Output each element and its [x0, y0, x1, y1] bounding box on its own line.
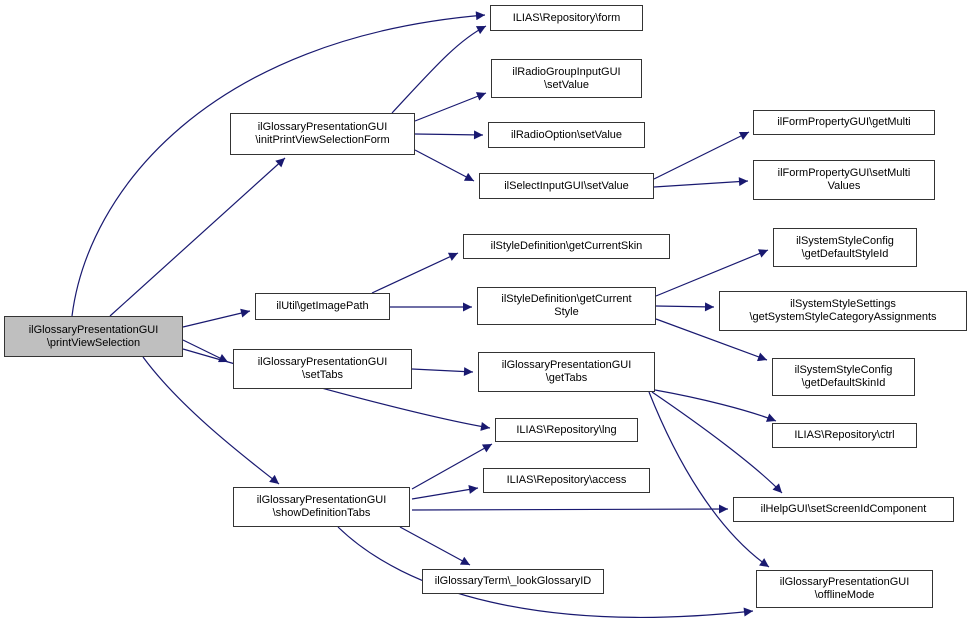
edge-initPrintViewSelectionForm-to-repoForm — [392, 26, 486, 113]
edge-initPrintViewSelectionForm-to-radioOptionSetValue — [415, 134, 483, 135]
node-label-line: ILIAS\Repository\form — [512, 11, 621, 24]
node-repoAccess[interactable] — [483, 468, 650, 493]
node-label-line: \offlineMode — [814, 589, 875, 601]
node-radioOptionSetValue[interactable] — [488, 122, 645, 148]
node-label-line: ilGlossaryPresentationGUI — [257, 356, 388, 368]
edge-selectInputSetValue-to-setMultiValues — [654, 181, 748, 187]
edge-getTabs-to-repoCtrl — [655, 390, 776, 421]
node-label-line: ilStyleDefinition\getCurrentSkin — [490, 240, 643, 252]
node-selectInputSetValue[interactable] — [479, 173, 654, 199]
node-getDefaultSkinId[interactable] — [772, 358, 915, 396]
node-label-line: \printViewSelection — [46, 336, 141, 349]
node-radioGroupSetValue[interactable] — [491, 59, 642, 98]
node-label-line: ilFormPropertyGUI\setMulti — [777, 167, 911, 179]
node-label-line: \getTabs — [545, 372, 588, 384]
node-getTabs[interactable] — [478, 352, 655, 392]
node-label-line: ilSelectInputGUI\setValue — [504, 179, 629, 192]
node-printViewSelection[interactable] — [4, 316, 183, 357]
node-label-line: ilGlossaryPresentationGUI — [501, 359, 632, 371]
node-getDefaultStyleId[interactable] — [773, 228, 917, 267]
node-label-line: ilGlossaryTerm\_lookGlossaryID — [434, 575, 592, 587]
node-label-line: ilSystemStyleConfig — [794, 364, 893, 376]
edge-initPrintViewSelectionForm-to-selectInputSetValue — [415, 150, 474, 181]
node-label-line: \getSystemStyleCategoryAssignments — [749, 311, 937, 323]
node-setScreenIdComponent[interactable] — [733, 497, 954, 522]
node-label-line: ilSystemStyleSettings — [790, 298, 896, 310]
node-label-line: ilGlossaryPresentationGUI — [779, 576, 910, 588]
edge-showDefinitionTabs-to-setScreenIdComponent — [412, 509, 728, 510]
node-label-line: ilStyleDefinition\getCurrent — [501, 293, 632, 305]
node-label-line: ILIAS\Repository\lng — [516, 423, 617, 436]
node-repoForm[interactable] — [490, 5, 643, 31]
edge-setTabs-to-getTabs — [412, 369, 473, 372]
edge-getCurrentStyle-to-styleCategoryAssignments — [656, 306, 714, 307]
node-label-line: ILIAS\Repository\access — [506, 474, 627, 486]
edge-showDefinitionTabs-to-repoAccess — [412, 488, 478, 499]
node-repoCtrl[interactable] — [772, 423, 917, 448]
edge-showDefinitionTabs-to-repoLng — [412, 444, 492, 489]
node-label-line: ilHelpGUI\setScreenIdComponent — [760, 503, 927, 515]
node-setMultiValues[interactable] — [753, 160, 935, 200]
edge-getImagePath-to-getCurrentSkin — [372, 253, 458, 293]
node-label-line: ilUtil\getImagePath — [276, 300, 369, 312]
node-showDefinitionTabs[interactable] — [233, 487, 410, 527]
node-getCurrentSkin[interactable] — [463, 234, 670, 259]
edge-getCurrentStyle-to-getDefaultStyleId — [656, 250, 768, 296]
node-getMulti[interactable] — [753, 110, 935, 135]
node-label-line: Style — [554, 306, 579, 318]
edge-selectInputSetValue-to-getMulti — [654, 132, 749, 179]
node-label-line: Values — [827, 180, 861, 192]
node-label-line: ilFormPropertyGUI\getMulti — [777, 116, 911, 128]
node-label-line: ILIAS\Repository\ctrl — [794, 429, 895, 441]
node-label-line: \initPrintViewSelectionForm — [255, 134, 390, 146]
node-label-line: \showDefinitionTabs — [272, 507, 371, 519]
edge-printViewSelection-to-repoForm — [72, 15, 485, 316]
node-label-line: ilRadioGroupInputGUI — [512, 65, 621, 78]
node-label-line: ilGlossaryPresentationGUI — [256, 494, 387, 506]
edge-getTabs-to-offlineMode — [649, 392, 769, 567]
node-styleCategoryAssignments[interactable] — [719, 291, 967, 331]
node-label-line: ilRadioOption\setValue — [510, 128, 623, 141]
node-label-line: \getDefaultSkinId — [801, 377, 886, 389]
node-label-line: ilSystemStyleConfig — [796, 234, 894, 247]
node-getCurrentStyle[interactable] — [477, 287, 656, 325]
node-label-line: \getDefaultStyleId — [801, 247, 889, 260]
node-getImagePath[interactable] — [255, 293, 390, 320]
node-repoLng[interactable] — [495, 418, 638, 442]
edge-initPrintViewSelectionForm-to-radioGroupSetValue — [415, 93, 486, 121]
node-label-line: ilGlossaryPresentationGUI — [28, 323, 159, 336]
node-label-line: \setTabs — [302, 369, 343, 381]
node-label-line: \setValue — [543, 78, 590, 91]
edge-showDefinitionTabs-to-lookGlossaryID — [400, 527, 470, 565]
node-offlineMode[interactable] — [756, 570, 933, 608]
edge-printViewSelection-to-getImagePath — [183, 311, 250, 327]
node-label-line: ilGlossaryPresentationGUI — [257, 121, 388, 133]
node-setTabs[interactable] — [233, 349, 412, 389]
node-lookGlossaryID[interactable] — [422, 569, 604, 594]
node-initPrintViewSelectionForm[interactable] — [230, 113, 415, 155]
